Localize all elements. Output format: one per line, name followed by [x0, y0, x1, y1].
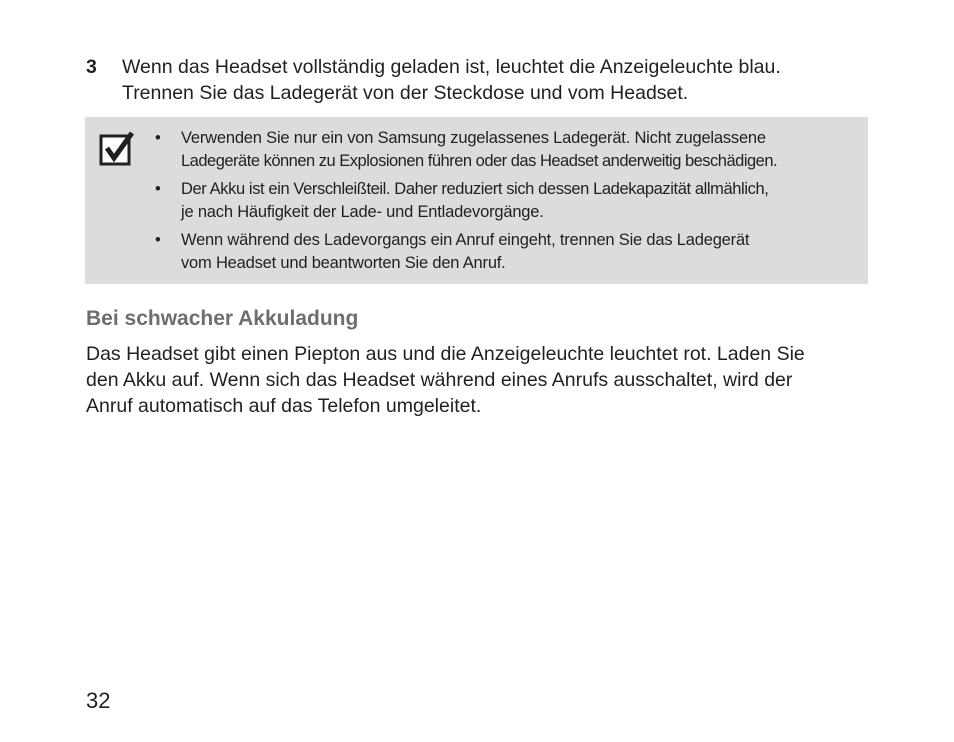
page-number: 32	[86, 688, 111, 713]
note-item-line: Verwenden Sie nur ein von Samsung zugelassenes Ladegerät. Nicht zugelassene	[181, 129, 766, 147]
note-item-line: je nach Häufigkeit der Lade- und Entladevorgänge.	[181, 203, 544, 221]
bullet: •	[155, 129, 161, 147]
step-text-line: Trennen Sie das Ladegerät von der Steckdose und vom Headset.	[122, 82, 689, 104]
paragraph-line: den Akku auf. Wenn sich das Headset während eines Anrufs ausschaltet, wird der	[86, 369, 793, 391]
note-item	[155, 229, 861, 275]
checkbox-check-icon	[99, 131, 135, 167]
step-3	[86, 54, 876, 106]
note-item-line: vom Headset und beantworten Sie den Anruf.	[181, 254, 506, 272]
paragraph-line: Das Headset gibt einen Piepton aus und die Anzeigeleuchte leuchtet rot. Laden Sie	[86, 343, 805, 365]
step-text	[122, 54, 876, 106]
note-item	[155, 127, 861, 173]
note-list	[155, 127, 861, 280]
step-text-line: Wenn das Headset vollständig geladen ist, leuchtet die Anzeigeleuchte blau.	[122, 56, 781, 78]
note-box	[85, 117, 868, 284]
note-item	[155, 178, 861, 224]
body-paragraph	[86, 341, 876, 419]
bullet: •	[155, 231, 161, 249]
paragraph-line: Anruf automatisch auf das Telefon umgeleitet.	[86, 395, 482, 417]
note-item-line: Ladegeräte können zu Explosionen führen oder das Headset anderweitig beschädigen.	[181, 152, 778, 170]
section-heading: Bei schwacher Akkuladung	[86, 307, 359, 330]
step-number: 3	[86, 56, 97, 78]
note-item-line: Wenn während des Ladevorgangs ein Anruf eingeht, trennen Sie das Ladegerät	[181, 231, 750, 249]
bullet: •	[155, 180, 161, 198]
note-item-line: Der Akku ist ein Verschleißteil. Daher reduziert sich dessen Ladekapazität allmählich,	[181, 180, 769, 198]
